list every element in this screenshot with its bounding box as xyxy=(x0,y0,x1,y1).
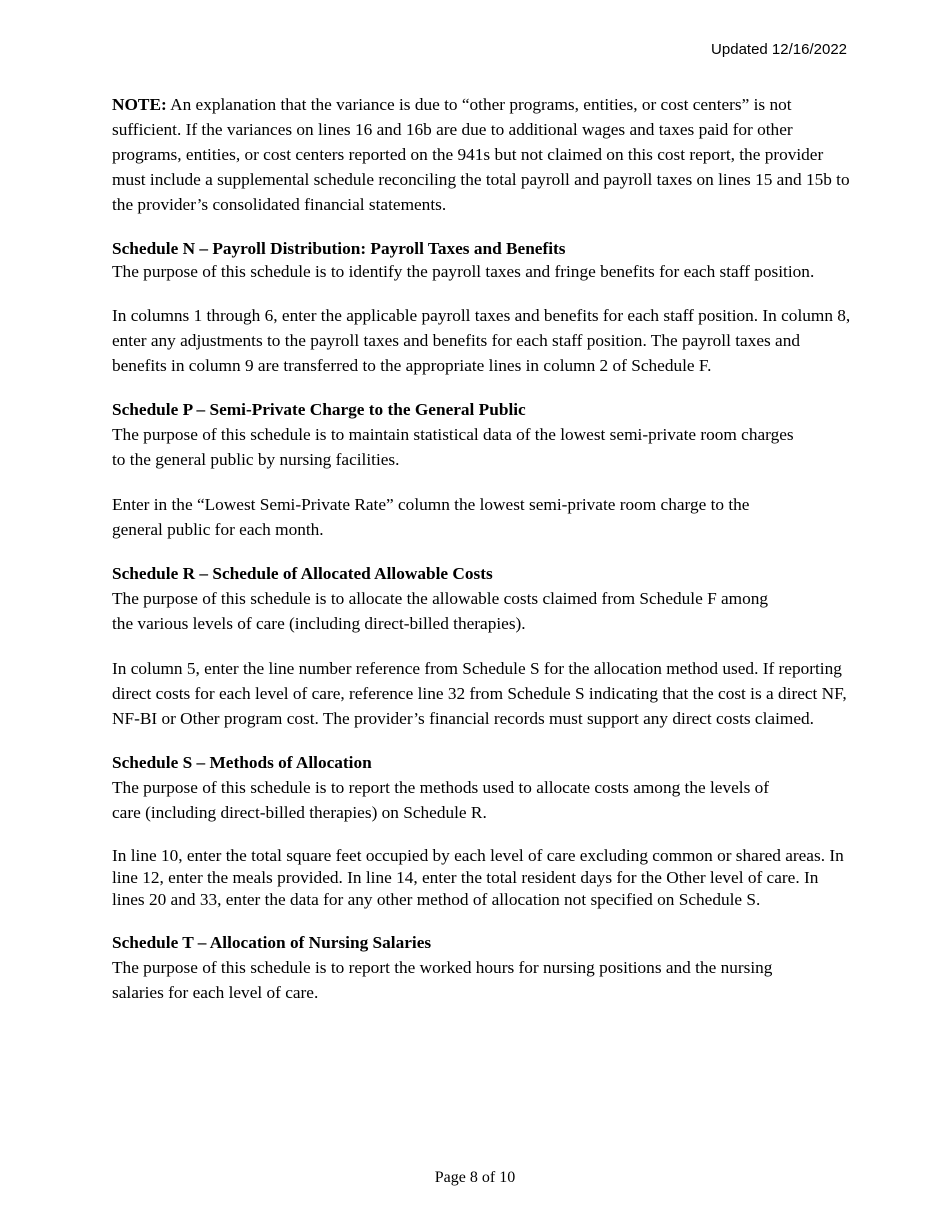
section-paragraph: In column 5, enter the line number reference from Schedule S for the allocation method used. If reporting direct costs for each level of care, reference line 32 from Schedule S indicating that the cost is a direct NF, NF-BI or Other program cost. The provider’s financial records must support any direct costs claimed. xyxy=(112,659,847,728)
header-updated-date: Updated 12/16/2022 xyxy=(711,41,847,58)
section-schedule-n xyxy=(112,237,852,378)
section-schedule-p xyxy=(112,398,852,542)
section-paragraph: The purpose of this schedule is to report the methods used to allocate costs among the levels of care (including direct-billed therapies) on Schedule R. xyxy=(112,778,770,822)
section-title: Schedule S – Methods of Allocation xyxy=(112,753,372,772)
section-paragraph: The purpose of this schedule is to allocate the allowable costs claimed from Schedule F among the various levels of care (including direct-billed therapies). xyxy=(112,589,769,633)
section-schedule-r xyxy=(112,562,852,731)
section-paragraph: Enter in the “Lowest Semi-Private Rate” column the lowest semi-private room charge to the general public for each month. xyxy=(112,495,750,539)
section-paragraph: The purpose of this schedule is to report the worked hours for nursing positions and the nursing salaries for each level of care. xyxy=(112,958,773,1002)
document-body xyxy=(112,92,852,1025)
section-paragraph: The purpose of this schedule is to identify the payroll taxes and fringe benefits for each staff position. xyxy=(112,262,815,281)
note-label: NOTE: xyxy=(112,95,167,114)
section-paragraph: In columns 1 through 6, enter the applicable payroll taxes and benefits for each staff position. In column 8, enter any adjustments to the payroll taxes and benefits for each staff position. The payroll taxes and benefits in column 9 are transferred to the appropriate lines in column 2 of Schedule F. xyxy=(112,306,851,375)
note-paragraph xyxy=(112,92,852,217)
section-title: Schedule N – Payroll Distribution: Payroll Taxes and Benefits xyxy=(112,239,566,258)
section-schedule-t xyxy=(112,931,852,1005)
section-title: Schedule P – Semi-Private Charge to the General Public xyxy=(112,400,526,419)
section-title: Schedule R – Schedule of Allocated Allowable Costs xyxy=(112,564,493,583)
section-title: Schedule T – Allocation of Nursing Salaries xyxy=(112,933,432,952)
section-paragraph: The purpose of this schedule is to maintain statistical data of the lowest semi-private room charges to the general public by nursing facilities. xyxy=(112,425,794,469)
page-number: Page 8 of 10 xyxy=(434,1169,516,1186)
section-schedule-s xyxy=(112,751,852,911)
section-paragraph: In line 10, enter the total square feet occupied by each level of care excluding common or shared areas. In line 12, enter the meals provided. In line 14, enter the total resident days for the Other level of care. In lines 20 and 33, enter the data for any other method of allocation not specified on Schedule S. xyxy=(112,846,844,909)
note-text: An explanation that the variance is due to “other programs, entities, or cost centers” is not sufficient. If the variances on lines 16 and 16b are due to additional wages and taxes paid for other programs, entities, or cost centers reported on the 941s but not claimed on this cost report, the provider must include a supplemental schedule reconciling the total payroll and payroll taxes on lines 15 and 15b to the provider’s consolidated financial statements. xyxy=(112,95,850,214)
